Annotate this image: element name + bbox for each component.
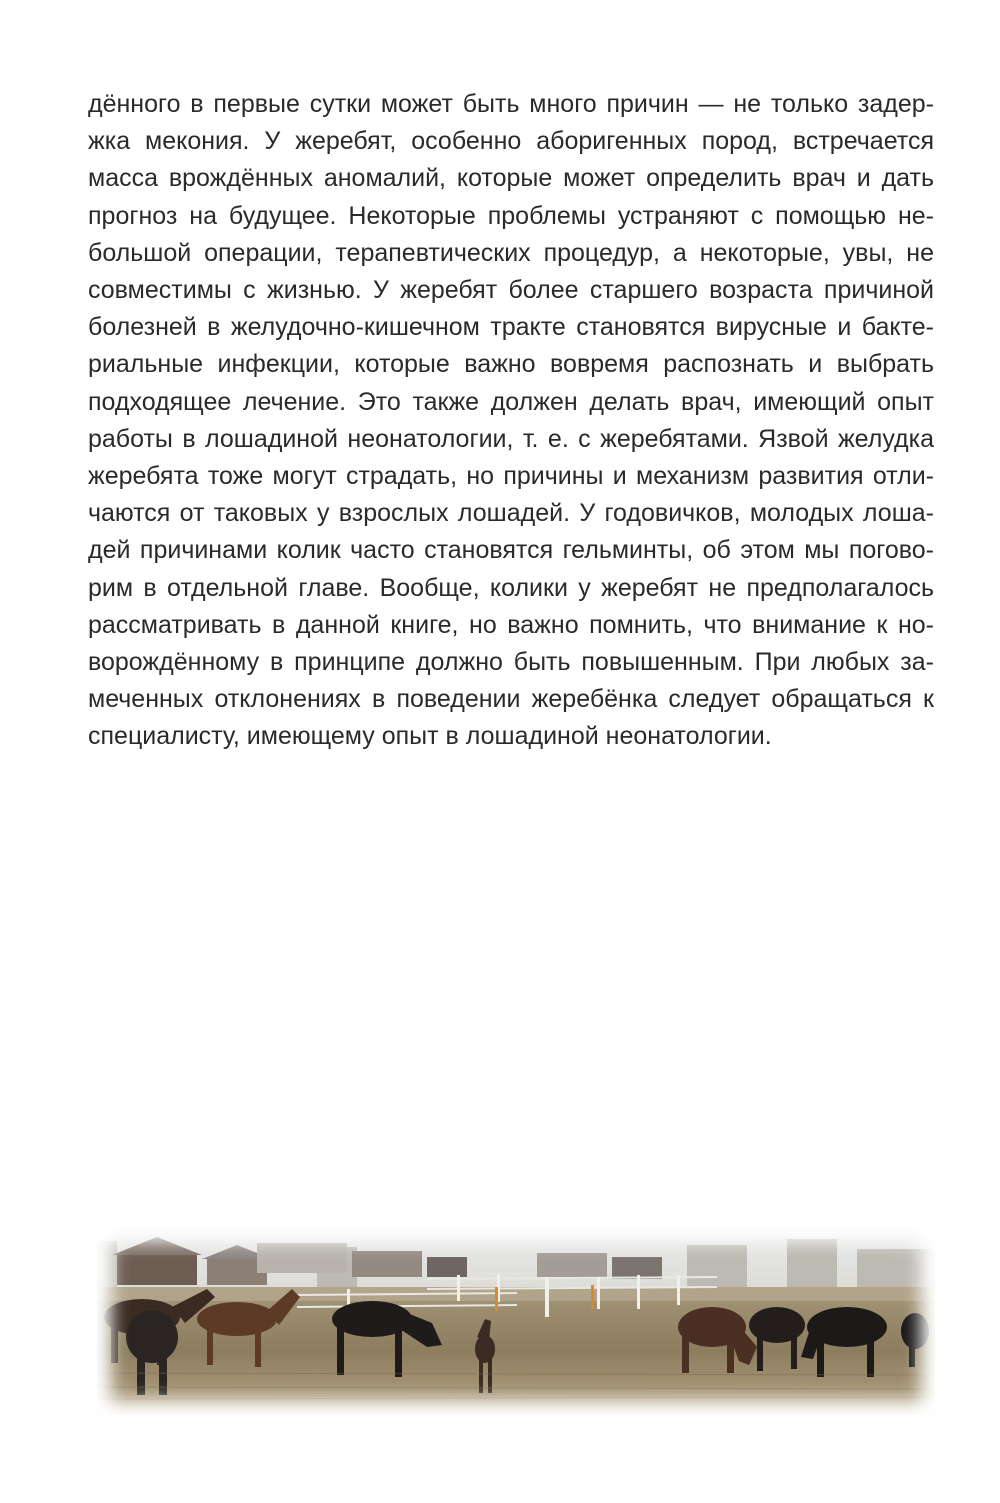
horses-photo <box>97 1227 935 1415</box>
text-line: дённого в первые сутки может быть много причин — не только задер- <box>88 90 934 118</box>
text-line: риальные инфекции, которые важно вовремя распознать и выбрать <box>88 350 934 379</box>
text-line: большой операции, терапевтических процедур, а некоторые, увы, не <box>88 238 934 267</box>
text-line: масса врождённых аномалий, которые может определить врач и дать <box>88 164 934 193</box>
text-line: рассматривать в данной книге, но важно помнить, что внимание к но- <box>88 610 934 639</box>
body-text <box>88 86 934 756</box>
horses-photo-illustration <box>97 1227 935 1415</box>
text-line: подходящее лечение. Это также должен делать врач, имеющий опыт <box>88 387 934 416</box>
text-line: работы в лошадиной неонатологии, т. е. с жеребятами. Язвой желудка <box>88 424 934 453</box>
text-line: ворождённому в принципе должно быть повышенным. При любых за- <box>88 648 934 677</box>
text-line: меченных отклонениях в поведении жеребёнка следует обращаться к <box>88 685 934 714</box>
text-line: специалисту, имеющему опыт в лошадиной неонатологии. <box>88 722 772 751</box>
text-line: совместимы с жизнью. У жеребят более старшего возраста причиной <box>88 276 934 305</box>
text-line: болезней в желудочно-кишечном тракте становятся вирусные и бакте- <box>88 313 934 342</box>
text-line: жеребята тоже могут страдать, но причины и механизм развития отли- <box>88 462 934 491</box>
text-line: прогноз на будущее. Некоторые проблемы устраняют с помощью не- <box>88 201 934 230</box>
text-line: рим в отдельной главе. Вообще, колики у жеребят не предполагалось <box>88 573 934 602</box>
text-line: дей причинами колик часто становятся гельминты, об этом мы погово- <box>88 536 934 565</box>
text-line: жка мекония. У жеребят, особенно аборигенных пород, встречается <box>88 127 934 156</box>
text-line: чаются от таковых у взрослых лошадей. У годовичков, молодых лоша- <box>88 499 934 528</box>
